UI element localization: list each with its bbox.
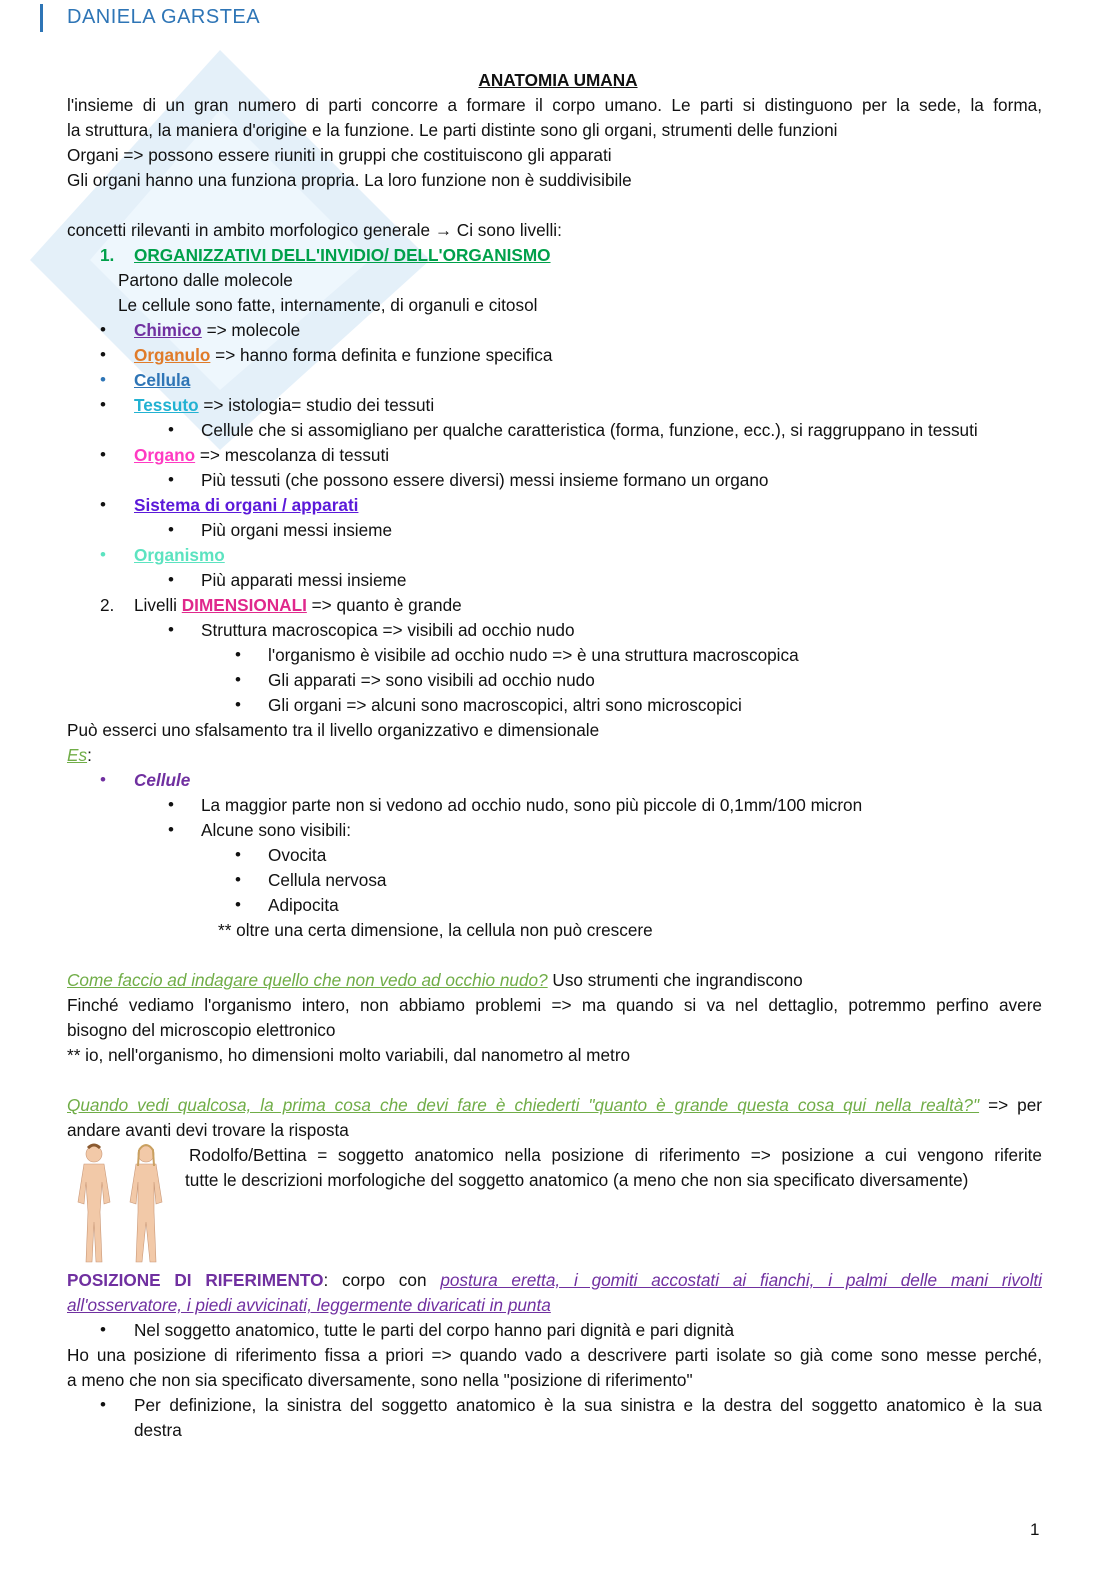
bullet-icon: •	[100, 445, 106, 464]
section2-number: 2.	[100, 595, 115, 615]
posizione-bullet2a: Per definizione, la sinistra del soggetto anatomico è la sua sinistra e la destra del soggetto anatomico è la sua	[134, 1395, 1042, 1415]
section2-heading: DIMENSIONALI	[181, 595, 307, 615]
quando-line2: andare avanti devi trovare la risposta	[67, 1120, 349, 1140]
section1-number: 1.	[100, 245, 115, 265]
level-term: Tessuto	[134, 395, 199, 415]
indagare-line3: bisogno del microscopio elettronico	[67, 1020, 336, 1040]
es-colon: :	[87, 745, 92, 765]
indagare-question: Come faccio ad indagare quello che non vedo ad occhio nudo?	[67, 970, 548, 990]
bullet-icon: •	[100, 495, 106, 514]
bullet-icon: •	[168, 520, 174, 539]
level-organulo	[134, 345, 552, 365]
cellule-sub2: Alcune sono visibili:	[201, 820, 351, 840]
bullet-icon: •	[235, 895, 241, 914]
es-label: Es	[67, 745, 88, 765]
bullet-icon: •	[235, 845, 241, 864]
bullet-icon: •	[235, 870, 241, 889]
cellule-note: ** oltre una certa dimensione, la cellula non può crescere	[218, 920, 653, 940]
level-term: Cellula	[134, 370, 191, 390]
level-organismo	[134, 545, 225, 565]
section2-prefix: Livelli	[134, 595, 182, 615]
concepts-text-2: Ci sono livelli:	[452, 220, 562, 240]
concepts-text: concetti rilevanti in ambito morfologico generale	[67, 220, 431, 240]
level-tessuto-sub: Cellule che si assomigliano per qualche caratteristica (forma, funzione, ecc.), si raggruppano in tessuti	[201, 420, 978, 440]
bullet-icon: •	[168, 570, 174, 589]
section2-subsub-3: Gli organi => alcuni sono macroscopici, altri sono microscopici	[268, 695, 742, 715]
bullet-icon: •	[100, 1395, 106, 1414]
bullet-icon: •	[235, 670, 241, 689]
example-label	[67, 745, 92, 765]
intro-line-2: la struttura, la maniera d'origine e la funzione. Le parti distinte sono gli organi, strumenti delle funzioni	[67, 120, 838, 140]
level-organismo-sub: Più apparati messi insieme	[201, 570, 407, 590]
section2-heading-line	[134, 595, 462, 615]
level-sistema	[134, 495, 358, 515]
section1-heading: ORGANIZZATIVI DELL'INVIDIO/ DELL'ORGANISMO	[134, 245, 551, 265]
posizione-bullet2b: destra	[134, 1420, 182, 1440]
section1-sub1: Partono dalle molecole	[118, 270, 293, 290]
bullet-icon: •	[100, 770, 106, 789]
indagare-line2: Finché vediamo l'organismo intero, non abbiamo problemi => ma quando si va nel dettaglio, potremmo perfino avere	[67, 995, 1042, 1015]
level-term: Organulo	[134, 345, 211, 365]
bullet-icon: •	[100, 1320, 106, 1339]
quando-rest: => per	[979, 1095, 1042, 1115]
anatomical-figures-image	[64, 1142, 174, 1270]
bullet-icon: •	[100, 320, 106, 339]
bullet-icon: •	[168, 470, 174, 489]
indagare-answer: Uso strumenti che ingrandiscono	[547, 970, 803, 990]
level-cellula	[134, 370, 190, 390]
bullet-icon: •	[168, 820, 174, 839]
rodolfo-line1: Rodolfo/Bettina = soggetto anatomico nella posizione di riferimento => posizione a cui vengono riferite	[189, 1145, 1042, 1165]
indagare-line	[67, 970, 803, 990]
level-term: Chimico	[134, 320, 202, 340]
cellule-label: Cellule	[134, 770, 191, 790]
header-accent-bar	[40, 4, 43, 32]
visible-cell-3: Adipocita	[268, 895, 339, 915]
visible-cell-1: Ovocita	[268, 845, 327, 865]
quando-line	[67, 1095, 1042, 1115]
bullet-icon: •	[100, 395, 106, 414]
posizione-line3: a meno che non sia specificato diversamente, sono nella "posizione di riferimento"	[67, 1370, 693, 1390]
level-desc: => istologia= studio dei tessuti	[198, 395, 435, 415]
posizione-label: POSIZIONE DI RIFERIMENTO	[67, 1270, 324, 1290]
section2-sub: Struttura macroscopica => visibili ad occhio nudo	[201, 620, 575, 640]
bullet-icon: •	[168, 420, 174, 439]
posizione-desc2: all'osservatore, i piedi avvicinati, leggermente divaricati in punta	[67, 1295, 551, 1315]
bullet-icon: •	[235, 695, 241, 714]
page-number: 1	[1030, 1520, 1040, 1539]
arrow-icon: →	[434, 220, 453, 240]
concepts-line	[67, 220, 562, 240]
bullet-icon: •	[100, 345, 106, 364]
section2-rest: => quanto è grande	[306, 595, 462, 615]
section2-subsub-1: l'organismo è visibile ad occhio nudo => è una struttura macroscopica	[268, 645, 799, 665]
level-tessuto	[134, 395, 434, 415]
section1-sub2: Le cellule sono fatte, internamente, di organuli e citosol	[118, 295, 538, 315]
page-title: ANATOMIA UMANA	[478, 70, 638, 90]
level-term: Organismo	[134, 545, 225, 565]
level-sistema-sub: Più organi messi insieme	[201, 520, 393, 540]
posizione-line2: Ho una posizione di riferimento fissa a priori => quando vado a descrivere parti isolate so già come sono messe perché,	[67, 1345, 1042, 1365]
indagare-line4: ** io, nell'organismo, ho dimensioni molto variabili, dal nanometro al metro	[67, 1045, 631, 1065]
level-chimico	[134, 320, 300, 340]
posizione-desc1: postura eretta, i gomiti accostati ai fianchi, i palmi delle mani rivolti	[440, 1270, 1042, 1290]
level-organo	[134, 445, 389, 465]
quando-question: Quando vedi qualcosa, la prima cosa che devi fare è chiederti "quanto è grande questa cosa qui nella realtà?"	[67, 1095, 980, 1115]
level-desc: => hanno forma definita e funzione specifica	[210, 345, 553, 365]
author-name: DANIELA GARSTEA	[67, 6, 261, 28]
cellule-sub1: La maggior parte non si vedono ad occhio nudo, sono più piccole di 0,1mm/100 micron	[201, 795, 863, 815]
level-desc: => molecole	[201, 320, 301, 340]
rodolfo-line2: tutte le descrizioni morfologiche del soggetto anatomico (a meno che non sia specificato diversamente)	[185, 1170, 969, 1190]
level-term: Sistema di organi / apparati	[134, 495, 359, 515]
level-desc: => mescolanza di tessuti	[195, 445, 390, 465]
level-term: Organo	[134, 445, 196, 465]
posizione-bullet1: Nel soggetto anatomico, tutte le parti del corpo hanno pari dignità e pari dignità	[134, 1320, 735, 1340]
bullet-icon: •	[168, 620, 174, 639]
section2-subsub-2: Gli apparati => sono visibili ad occhio nudo	[268, 670, 595, 690]
intro-line-4: Gli organi hanno una funziona propria. La loro funzione non è suddivisibile	[67, 170, 632, 190]
bullet-icon: •	[235, 645, 241, 664]
level-organo-sub: Più tessuti (che possono essere diversi) messi insieme formano un organo	[201, 470, 769, 490]
posizione-line1	[67, 1270, 1042, 1290]
posizione-mid: : corpo con	[323, 1270, 441, 1290]
visible-cell-2: Cellula nervosa	[268, 870, 387, 890]
intro-line-3: Organi => possono essere riuniti in gruppi che costituiscono gli apparati	[67, 145, 612, 165]
bullet-icon: •	[168, 795, 174, 814]
bullet-icon: •	[100, 545, 106, 564]
bullet-icon: •	[100, 370, 106, 389]
sfalsamento-text: Può esserci uno sfalsamento tra il livello organizzativo e dimensionale	[67, 720, 600, 740]
intro-line-1: l'insieme di un gran numero di parti concorre a formare il corpo umano. Le parti si distinguono per la sede, la forma,	[67, 95, 1042, 115]
